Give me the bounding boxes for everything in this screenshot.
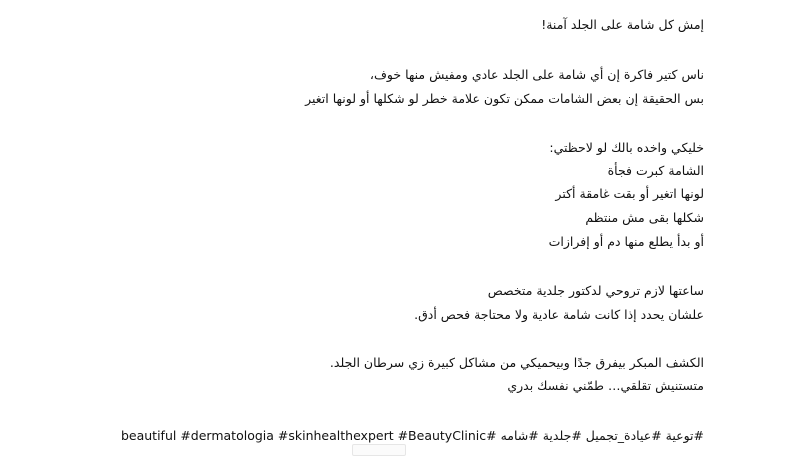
paragraph-line: علشان يحدد إذا كانت شامة عادية ولا محتاجة فحص أدق.: [414, 307, 704, 322]
paragraph-line: ساعتها لازم تروحي لدكتور جلدية متخصص: [487, 283, 704, 298]
list-item: شكلها بقى مش منتظم: [585, 210, 704, 225]
paragraph-line: ناس كتير فاكرة إن أي شامة على الجلد عادي ومفيش منها خوف،: [369, 67, 704, 82]
headline: إمش كل شامة على الجلد آمنة!: [541, 17, 704, 32]
list-item: لونها اتغير أو بقت غامقة أكتر: [555, 186, 704, 201]
paragraph-line: خليكي واخده بالك لو لاحظتي:: [549, 140, 704, 155]
list-item: أو بدأ يطلع منها دم أو إفرازات: [548, 234, 704, 249]
paragraph-line: الكشف المبكر بيفرق جدًا وبيحميكي من مشاكل كبيرة زي سرطان الجلد.: [329, 355, 704, 370]
faint-mark: [352, 444, 406, 456]
list-item: الشامة كبرت فجأة: [607, 163, 704, 178]
paragraph-line: متستنيش تقلقي… طمّني نفسك بدري: [507, 378, 704, 393]
paragraph-line: بس الحقيقة إن بعض الشامات ممكن تكون علامة خطر لو شكلها أو لونها اتغير: [305, 91, 704, 106]
hashtag-line: #توعية #عيادة_تجميل #جلدية #شامه #beautiful #dermatologia #skinhealthexpert #BeautyClinic: [120, 428, 704, 443]
